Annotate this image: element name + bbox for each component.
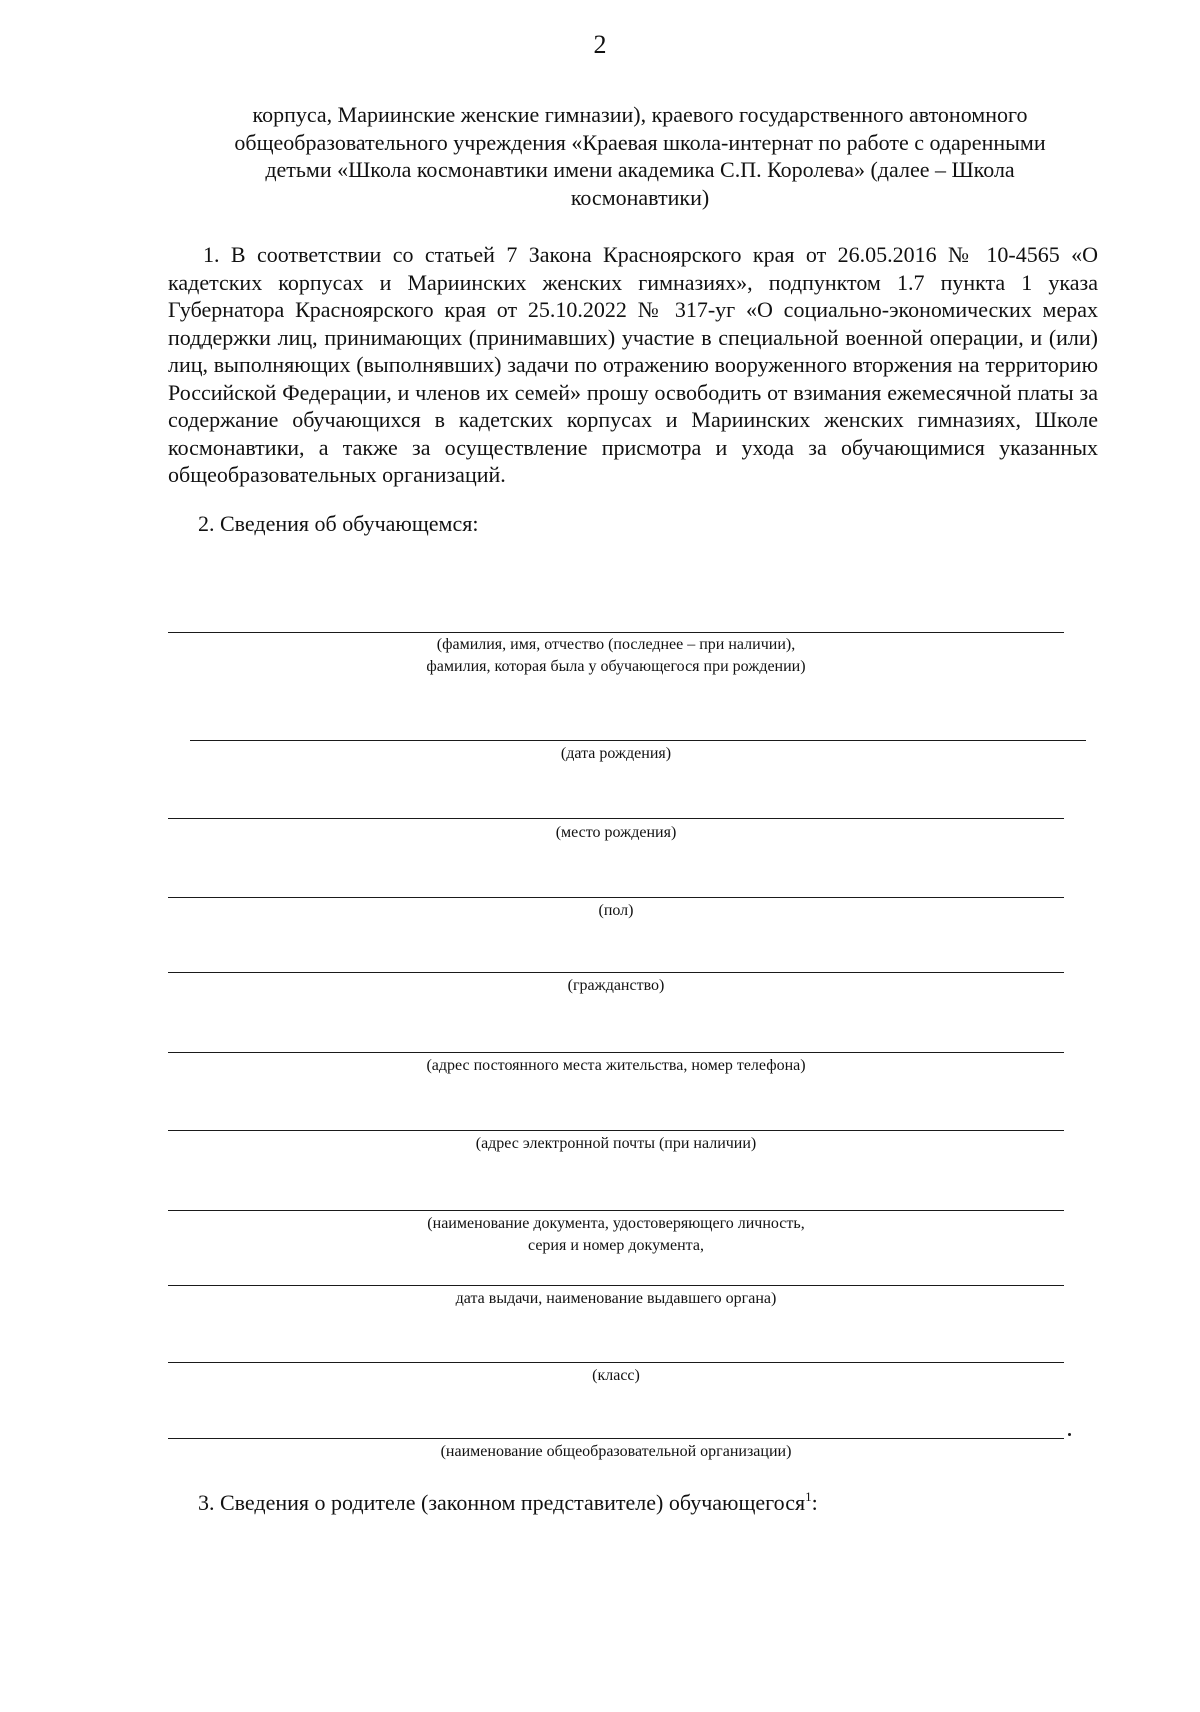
trailing-dot [1068, 1433, 1071, 1436]
header-line: общеобразовательного учреждения «Краевая школа-интернат по работе с одаренными [234, 129, 1046, 155]
email-caption: (адрес электронной почты (при наличии) [475, 1135, 757, 1152]
birth-date-field-line[interactable] [190, 740, 1086, 741]
identity-document-caption [168, 1213, 1064, 1257]
section-3-heading [198, 1489, 818, 1516]
caption-line: (фамилия, имя, отчество (последнее – при наличии), [436, 636, 796, 653]
header-line: детьми «Школа космонавтики имени академика С.П. Королева» (далее – Школа [265, 157, 1015, 182]
full-name-field-line[interactable] [168, 632, 1064, 633]
section-3-heading-text: 3. Сведения о родителе (законном представителе) обучающегося [198, 1490, 806, 1515]
section-2-heading: 2. Сведения об обучающемся: [198, 511, 479, 536]
section-3-heading-colon: : [811, 1490, 818, 1515]
birth-date-caption: (дата рождения) [560, 745, 672, 762]
caption-line: фамилия, которая была у обучающегося при рождении) [426, 658, 806, 675]
identity-document-field-line[interactable] [168, 1210, 1064, 1211]
address-phone-caption: (адрес постоянного места жительства, номер телефона) [426, 1057, 806, 1074]
birth-place-field-line[interactable] [168, 818, 1064, 819]
document-issue-caption: дата выдачи, наименование выдавшего органа) [455, 1290, 777, 1307]
header-line: корпуса, Мариинские женские гимназии), краевого государственного автономного [252, 102, 1028, 127]
citizenship-caption: (гражданство) [567, 977, 665, 994]
header-line: космонавтики) [570, 184, 710, 210]
paragraph-1 [168, 241, 1098, 489]
citizenship-field-line[interactable] [168, 972, 1064, 973]
school-name-field-line[interactable] [168, 1438, 1064, 1439]
document-header [160, 101, 1120, 211]
school-name-caption: (наименование общеобразовательной организации) [440, 1443, 792, 1460]
document-issue-field-line[interactable] [168, 1285, 1064, 1286]
paragraph-1-text: 1. В соответствии со статьей 7 Закона Красноярского края от 26.05.2016 № 10-4565 «О кадетских корпусах и Мариинских женских гимназиях», подпунктом 1.7 пункта 1 указа Губернатора Красноярского края от 25.10.2022 № 317-уг «О социально-экономических мерах поддержки лиц, принимающих (принимавших) участие в специальной военной операции, и (или) лиц, выполняющих (выполнявших) задачи по отражению вооруженного вторжения на территорию Российской Федерации, и членов их семей» прошу освободить от взимания ежемесячной платы за содержание обучающихся в кадетских корпусах и Мариинских женских гимназиях, Школе космонавтики, а также за осуществление присмотра и ухода за обучающимися указанных общеобразовательных организаций. [168, 242, 1098, 487]
address-phone-field-line[interactable] [168, 1052, 1064, 1053]
full-name-caption [168, 634, 1064, 678]
caption-line: (наименование документа, удостоверяющего личность, [427, 1215, 805, 1232]
class-field-line[interactable] [168, 1362, 1064, 1363]
footnote-mark: 1 [805, 1489, 812, 1504]
sex-caption: (пол) [598, 902, 634, 919]
class-caption: (класс) [592, 1367, 640, 1384]
sex-field-line[interactable] [168, 897, 1064, 898]
page-number: 2 [593, 30, 607, 59]
caption-line: серия и номер документа, [528, 1237, 704, 1254]
birth-place-caption: (место рождения) [555, 824, 677, 841]
email-field-line[interactable] [168, 1130, 1064, 1131]
